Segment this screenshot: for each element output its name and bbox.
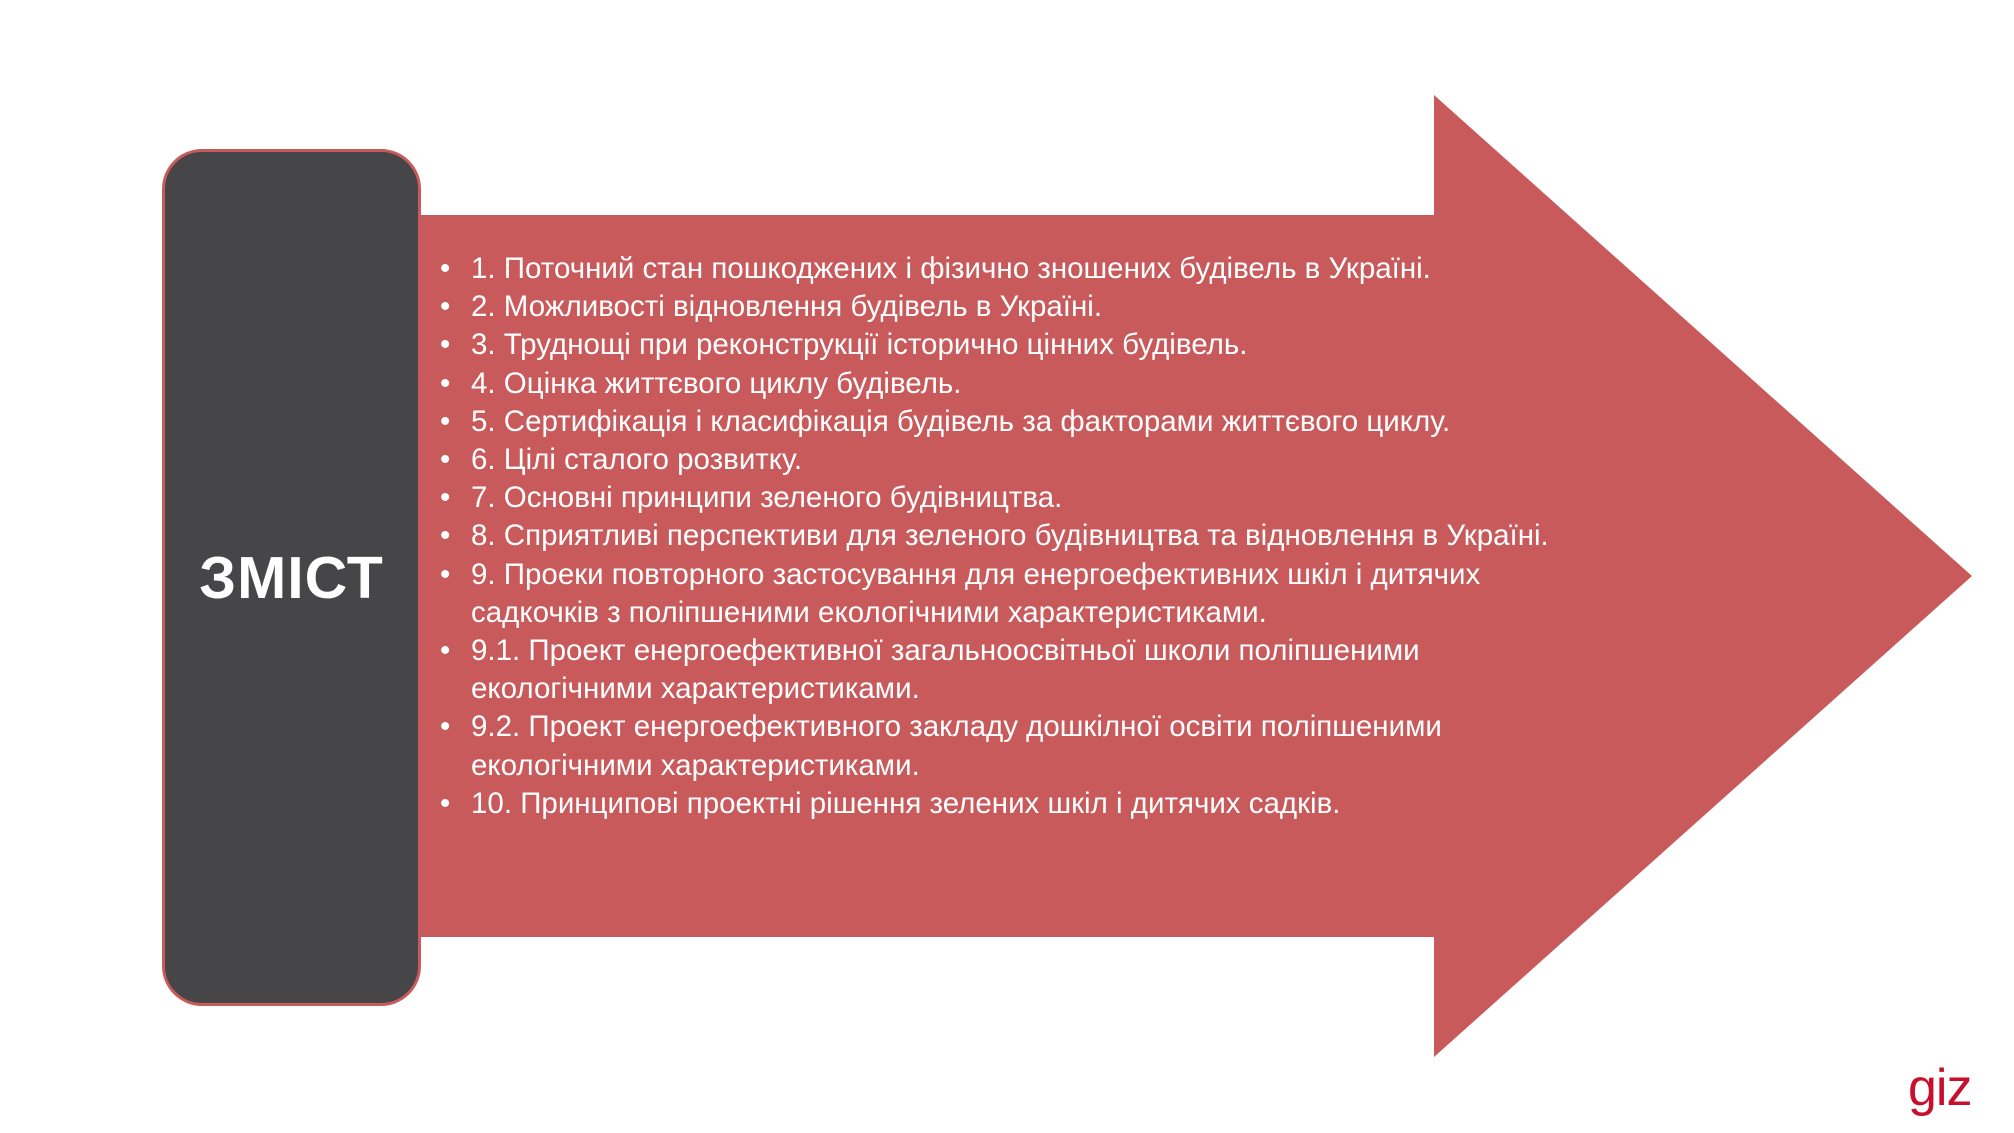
toc-item-2	[440, 288, 1550, 326]
bullet-icon: •	[440, 404, 451, 438]
bullet-icon: •	[440, 786, 451, 820]
bullet-icon: •	[440, 252, 451, 285]
toc-item-text: 1. Поточний стан пошкоджених і фізично зношених будівель в Україні.	[471, 252, 1431, 285]
toc-item-10	[440, 785, 1550, 823]
toc-item-5	[440, 403, 1550, 441]
bullet-icon: •	[440, 557, 451, 591]
bullet-icon: •	[440, 443, 451, 477]
bullet-icon: •	[440, 328, 451, 362]
toc-item-8	[440, 517, 1550, 555]
giz-logo: giz	[1908, 1059, 1972, 1117]
bullet-icon: •	[440, 481, 451, 515]
toc-item-text: 9.1. Проект енергоефективної загальноосвітньої школи поліпшеними екологічними характеристиками.	[471, 634, 1420, 706]
toc-item-6	[440, 441, 1550, 479]
toc-item-text: 4. Оцінка життєвого циклу будівель.	[471, 366, 962, 400]
toc-item-text: 7. Основні принципи зеленого будівництва.	[471, 481, 1063, 515]
toc-item-text: 2. Можливості відновлення будівель в Україні.	[471, 290, 1103, 324]
section-title: ЗМІСТ	[199, 544, 384, 611]
toc-item-text: 3. Труднощі при реконструкції історично цінних будівель.	[471, 328, 1248, 362]
toc-item-text: 5. Сертифікація і класифікація будівель за факторами життєвого циклу.	[471, 404, 1451, 438]
bullet-icon: •	[440, 710, 451, 744]
toc-item-4	[440, 365, 1550, 403]
toc-item-text: 6. Цілі сталого розвитку.	[471, 443, 803, 477]
toc-item-1	[440, 250, 1550, 288]
toc-item-text: 10. Принципові проектні рішення зелених шкіл і дитячих садків.	[471, 786, 1341, 820]
bullet-icon: •	[440, 290, 451, 324]
toc-item-3	[440, 326, 1550, 364]
toc-item-7	[440, 479, 1550, 517]
toc-item-text: 9. Проеки повторного застосування для енергоефективних шкіл і дитячих садкочків з поліпшеними екологічними характеристиками.	[471, 557, 1481, 629]
toc-item-text: 8. Сприятливі перспективи для зеленого будівництва та відновлення в Україні.	[471, 519, 1549, 553]
bullet-icon: •	[440, 519, 451, 553]
table-of-contents	[440, 250, 1550, 823]
bullet-icon: •	[440, 634, 451, 668]
title-box	[162, 149, 421, 1006]
toc-item-9-2	[440, 708, 1550, 784]
toc-item-9	[440, 556, 1550, 632]
toc-item-9-1	[440, 632, 1550, 708]
toc-item-text: 9.2. Проект енергоефективного закладу дошкілної освіти поліпшеними екологічними характеристиками.	[471, 710, 1442, 782]
bullet-icon: •	[440, 366, 451, 400]
